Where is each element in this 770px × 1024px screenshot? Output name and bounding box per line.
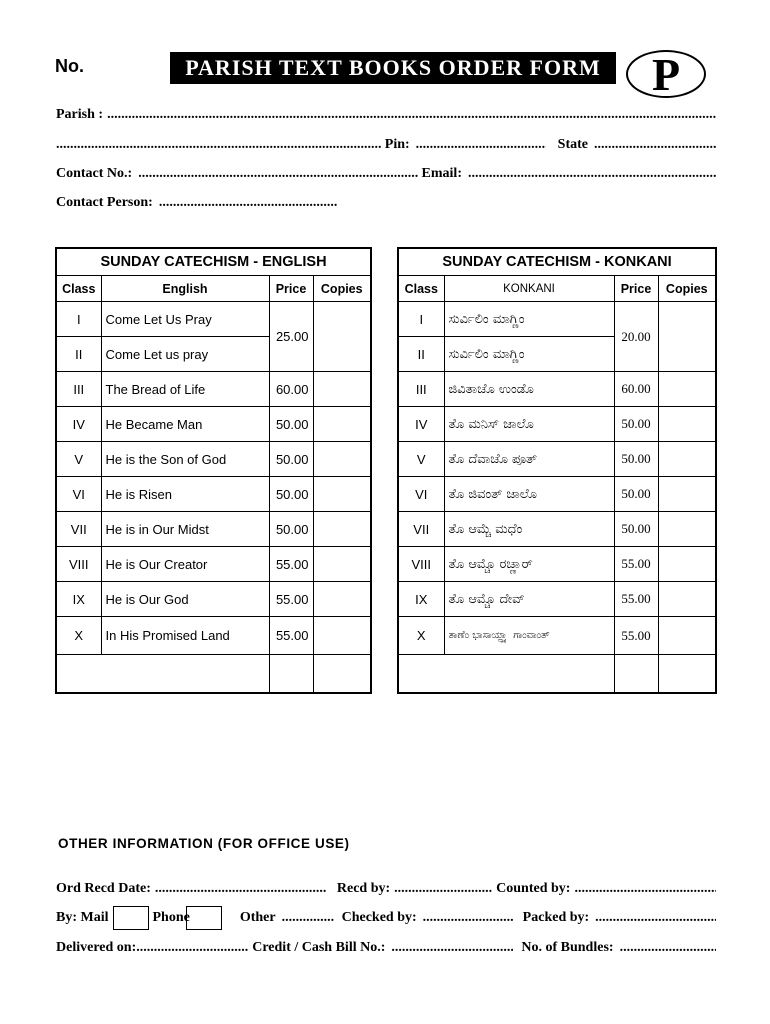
book-title: ಸುರ್ವಿಲಿಂ ಮಾಗ್ಣಿಂ bbox=[444, 302, 614, 337]
book-title: He is the Son of God bbox=[101, 442, 269, 477]
p-logo: P bbox=[626, 50, 706, 98]
class-cell: VI bbox=[56, 477, 101, 512]
total-price-cell bbox=[614, 655, 658, 693]
english-catechism-table bbox=[55, 247, 372, 694]
state-field[interactable] bbox=[594, 137, 716, 153]
copies-input[interactable] bbox=[658, 582, 716, 617]
total-price-cell bbox=[269, 655, 313, 693]
table-row bbox=[56, 442, 371, 477]
office-line-2 bbox=[56, 906, 716, 930]
phone-checkbox[interactable] bbox=[186, 906, 222, 930]
office-line-3 bbox=[56, 940, 716, 956]
english-table-title: SUNDAY CATECHISM - ENGLISH bbox=[56, 248, 371, 276]
contact-email-line bbox=[56, 166, 716, 182]
copies-input[interactable] bbox=[658, 407, 716, 442]
copies-input[interactable] bbox=[313, 442, 371, 477]
book-title: He Became Man bbox=[101, 407, 269, 442]
class-cell: VI bbox=[398, 477, 444, 512]
price-cell: 55.00 bbox=[269, 617, 313, 655]
packed-by-field[interactable] bbox=[595, 910, 716, 926]
konkani-catechism-table bbox=[397, 247, 717, 694]
bundles-field[interactable] bbox=[620, 940, 716, 956]
pin-field[interactable] bbox=[416, 137, 546, 153]
delivered-on-label: Delivered on: bbox=[56, 940, 137, 955]
book-title: In His Promised Land bbox=[101, 617, 269, 655]
pin-state-line bbox=[56, 137, 716, 153]
address-field[interactable] bbox=[56, 137, 381, 153]
book-title: ತೊ ಆಮ್ಚೊ ದೇವ್ bbox=[444, 582, 614, 617]
class-cell: V bbox=[56, 442, 101, 477]
copies-input[interactable] bbox=[313, 302, 371, 372]
parish-line bbox=[56, 107, 716, 123]
phone-label: Phone bbox=[152, 910, 190, 925]
price-cell: 50.00 bbox=[269, 512, 313, 547]
price-cell: 50.00 bbox=[614, 512, 658, 547]
credit-cash-bill-label: Credit / Cash Bill No.: bbox=[252, 940, 386, 955]
pin-label: Pin: bbox=[384, 137, 410, 152]
price-cell: 50.00 bbox=[614, 477, 658, 512]
table-row bbox=[398, 407, 716, 442]
counted-by-label: Counted by: bbox=[496, 881, 571, 896]
contact-no-label: Contact No.: bbox=[56, 166, 133, 181]
konkani-table-title: SUNDAY CATECHISM - KONKANI bbox=[398, 248, 716, 276]
table-row bbox=[398, 372, 716, 407]
class-cell: IX bbox=[398, 582, 444, 617]
class-cell: VIII bbox=[398, 547, 444, 582]
table-row bbox=[398, 302, 716, 337]
table-row bbox=[398, 477, 716, 512]
credit-cash-bill-field[interactable] bbox=[391, 940, 513, 956]
copies-input[interactable] bbox=[658, 302, 716, 372]
copies-input[interactable] bbox=[313, 477, 371, 512]
class-cell: III bbox=[398, 372, 444, 407]
price-cell: 20.00 bbox=[614, 302, 658, 372]
price-cell: 60.00 bbox=[269, 372, 313, 407]
class-cell: VIII bbox=[56, 547, 101, 582]
copies-input[interactable] bbox=[313, 582, 371, 617]
total-row bbox=[398, 655, 716, 693]
book-title: ಜಿವಿತಾಚೊ ಉಂಡೊ bbox=[444, 372, 614, 407]
copies-input[interactable] bbox=[313, 407, 371, 442]
table-row bbox=[56, 372, 371, 407]
office-use-title: OTHER INFORMATION (FOR OFFICE USE) bbox=[58, 836, 350, 851]
price-cell: 55.00 bbox=[269, 582, 313, 617]
copies-input[interactable] bbox=[313, 372, 371, 407]
book-title: Come Let us pray bbox=[101, 337, 269, 372]
mail-checkbox[interactable] bbox=[113, 906, 149, 930]
book-title: He is in Our Midst bbox=[101, 512, 269, 547]
table-row bbox=[56, 582, 371, 617]
price-cell: 55.00 bbox=[614, 617, 658, 655]
price-cell: 55.00 bbox=[614, 547, 658, 582]
price-cell: 55.00 bbox=[269, 547, 313, 582]
copies-input[interactable] bbox=[658, 477, 716, 512]
total-label-cell bbox=[398, 655, 614, 693]
table-row bbox=[398, 547, 716, 582]
book-title: Come Let Us Pray bbox=[101, 302, 269, 337]
book-title: ತಾಣೆಂ ಭಾಸಾಯ್ಲ್ಲ್ಯಾ ಗಾಂವಾಂತ್ bbox=[444, 617, 614, 655]
copies-input[interactable] bbox=[313, 512, 371, 547]
total-copies-input[interactable] bbox=[658, 655, 716, 693]
contact-person-line bbox=[56, 195, 338, 211]
counted-by-field[interactable] bbox=[574, 881, 716, 897]
table-row bbox=[398, 442, 716, 477]
copies-input[interactable] bbox=[658, 442, 716, 477]
other-label: Other bbox=[239, 910, 276, 925]
book-title: ತೊ ಆಮ್ಚೆ ಮಧೆಂ bbox=[444, 512, 614, 547]
class-cell: VII bbox=[56, 512, 101, 547]
price-cell: 50.00 bbox=[269, 477, 313, 512]
book-title: ತೊ ದೆವಾಚೊ ಪೂತ್ bbox=[444, 442, 614, 477]
class-cell: X bbox=[398, 617, 444, 655]
email-label: Email: bbox=[421, 166, 462, 181]
table-row bbox=[398, 582, 716, 617]
class-cell: II bbox=[56, 337, 101, 372]
class-cell: I bbox=[56, 302, 101, 337]
col-price: Price bbox=[614, 276, 658, 302]
recd-by-field[interactable] bbox=[394, 881, 492, 897]
copies-input[interactable] bbox=[658, 372, 716, 407]
contact-person-field[interactable] bbox=[159, 195, 338, 211]
book-title: He is Our God bbox=[101, 582, 269, 617]
contact-no-field[interactable] bbox=[138, 166, 417, 182]
class-cell: II bbox=[398, 337, 444, 372]
price-cell: 25.00 bbox=[269, 302, 313, 372]
other-field[interactable] bbox=[282, 910, 334, 926]
copies-input[interactable] bbox=[658, 547, 716, 582]
class-cell: IV bbox=[398, 407, 444, 442]
class-cell: III bbox=[56, 372, 101, 407]
state-label: State bbox=[557, 137, 588, 152]
contact-person-label: Contact Person: bbox=[56, 195, 153, 210]
total-copies-input[interactable] bbox=[313, 655, 371, 693]
book-title: ತೊ ಆಮ್ಚೊ ರಚ್ಣಾರ್ bbox=[444, 547, 614, 582]
book-title: The Bread of Life bbox=[101, 372, 269, 407]
checked-by-field[interactable] bbox=[423, 910, 513, 926]
packed-by-label: Packed by: bbox=[522, 910, 590, 925]
email-field[interactable] bbox=[468, 166, 716, 182]
by-mail-label: By: Mail bbox=[56, 910, 109, 925]
price-cell: 50.00 bbox=[614, 407, 658, 442]
price-cell: 55.00 bbox=[614, 582, 658, 617]
delivered-on-field[interactable] bbox=[136, 940, 248, 956]
price-cell: 50.00 bbox=[269, 442, 313, 477]
col-copies: Copies bbox=[658, 276, 716, 302]
col-price: Price bbox=[269, 276, 313, 302]
col-copies: Copies bbox=[313, 276, 371, 302]
form-number-label: No. bbox=[55, 56, 84, 76]
table-row bbox=[398, 512, 716, 547]
parish-field[interactable] bbox=[107, 107, 716, 123]
ord-recd-date-label: Ord Recd Date: bbox=[56, 881, 151, 896]
table-row bbox=[56, 302, 371, 337]
checked-by-label: Checked by: bbox=[341, 910, 417, 925]
book-title: He is Risen bbox=[101, 477, 269, 512]
table-row bbox=[56, 407, 371, 442]
class-cell: IV bbox=[56, 407, 101, 442]
price-cell: 50.00 bbox=[269, 407, 313, 442]
recd-by-label: Recd by: bbox=[336, 881, 391, 896]
book-title: ಸುರ್ವಿಲಿಂ ಮಾಗ್ಣಿಂ bbox=[444, 337, 614, 372]
office-line-1 bbox=[56, 881, 716, 897]
copies-input[interactable] bbox=[313, 617, 371, 655]
copies-input[interactable] bbox=[313, 547, 371, 582]
total-label-cell bbox=[56, 655, 269, 693]
price-cell: 60.00 bbox=[614, 372, 658, 407]
copies-input[interactable] bbox=[658, 512, 716, 547]
col-english: English bbox=[101, 276, 269, 302]
table-row bbox=[56, 512, 371, 547]
table-row bbox=[56, 547, 371, 582]
total-row bbox=[56, 655, 371, 693]
copies-input[interactable] bbox=[658, 617, 716, 655]
book-title: ತೊ ಜಿವಂತ್ ಜಾಲೊ bbox=[444, 477, 614, 512]
class-cell: IX bbox=[56, 582, 101, 617]
ord-recd-date-field[interactable] bbox=[155, 881, 327, 897]
table-row bbox=[398, 617, 716, 655]
parish-label: Parish : bbox=[56, 107, 104, 122]
table-row bbox=[56, 617, 371, 655]
table-row bbox=[56, 477, 371, 512]
class-cell: V bbox=[398, 442, 444, 477]
form-title: PARISH TEXT BOOKS ORDER FORM bbox=[170, 52, 616, 84]
book-title: ತೊ ಮನಿಸ್ ಜಾಲೊ bbox=[444, 407, 614, 442]
book-title: He is Our Creator bbox=[101, 547, 269, 582]
class-cell: I bbox=[398, 302, 444, 337]
class-cell: X bbox=[56, 617, 101, 655]
class-cell: VII bbox=[398, 512, 444, 547]
col-konkani: KONKANI bbox=[444, 276, 614, 302]
col-class: Class bbox=[398, 276, 444, 302]
bundles-label: No. of Bundles: bbox=[521, 940, 614, 955]
col-class: Class bbox=[56, 276, 101, 302]
price-cell: 50.00 bbox=[614, 442, 658, 477]
